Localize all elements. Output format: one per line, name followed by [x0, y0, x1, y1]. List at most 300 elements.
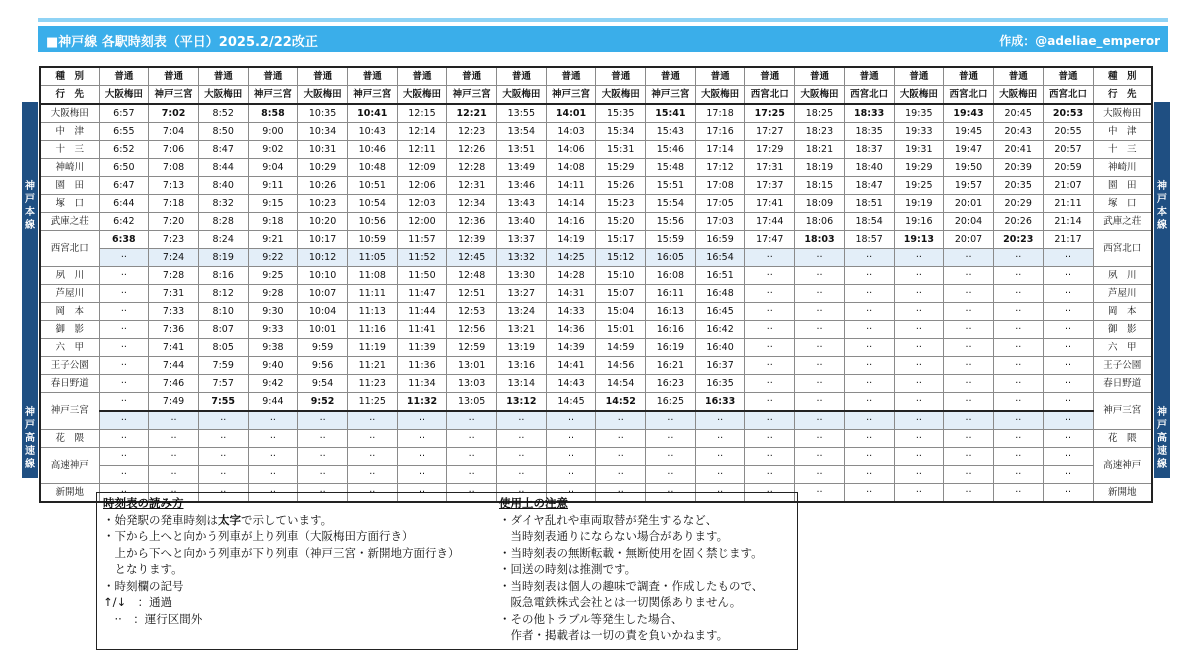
section-label-kobe-main-right: [1154, 102, 1170, 398]
time-cell: ··: [1043, 267, 1093, 285]
time-cell: 16:45: [695, 303, 745, 321]
time-cell: 16:05: [646, 249, 696, 267]
time-cell: 15:46: [646, 141, 696, 159]
time-cell: 10:07: [298, 285, 348, 303]
time-cell: ··: [99, 321, 149, 339]
train-type-cell: 普通: [198, 67, 248, 86]
time-cell: 10:29: [298, 159, 348, 177]
time-cell: ··: [745, 448, 795, 466]
destination-cell: 西宮北口: [745, 86, 795, 105]
section-label-text: 神戸高速線: [25, 407, 35, 470]
time-cell: 16:16: [646, 321, 696, 339]
time-cell: ··: [447, 448, 497, 466]
time-cell: ··: [1043, 303, 1093, 321]
time-cell: 9:52: [298, 393, 348, 412]
time-cell: 9:33: [248, 321, 298, 339]
time-cell: 18:51: [844, 195, 894, 213]
notes-reading-guide: [103, 495, 493, 627]
time-cell: ··: [993, 267, 1043, 285]
note-line: となります。: [103, 562, 183, 576]
time-cell: 9:18: [248, 213, 298, 231]
station-name: 岡 本: [1093, 303, 1152, 321]
time-cell: 10:41: [347, 104, 397, 123]
row-label: 種 別: [40, 67, 99, 86]
time-cell: 13:19: [497, 339, 547, 357]
time-cell: ··: [894, 285, 944, 303]
time-cell: 18:06: [795, 213, 845, 231]
time-cell: ··: [397, 430, 447, 448]
time-cell: ··: [198, 430, 248, 448]
time-cell: 15:29: [596, 159, 646, 177]
time-cell: ··: [646, 466, 696, 484]
time-cell: 20:07: [944, 231, 994, 249]
time-cell: 16:13: [646, 303, 696, 321]
time-cell: ··: [993, 303, 1043, 321]
time-cell: 20:39: [993, 159, 1043, 177]
time-cell: 13:14: [497, 375, 547, 393]
time-cell: 18:33: [844, 104, 894, 123]
time-cell: ··: [198, 484, 248, 503]
station-name: 大阪梅田: [40, 104, 99, 123]
time-cell: ··: [745, 484, 795, 503]
time-cell: ··: [745, 267, 795, 285]
station-row: [40, 411, 1152, 430]
time-cell: ··: [844, 285, 894, 303]
time-cell: ··: [347, 411, 397, 430]
station-row: [40, 159, 1152, 177]
time-cell: 17:25: [745, 104, 795, 123]
time-cell: 20:29: [993, 195, 1043, 213]
time-cell: 17:14: [695, 141, 745, 159]
train-type-cell: 普通: [894, 67, 944, 86]
time-cell: 15:56: [646, 213, 696, 231]
time-cell: 19:57: [944, 177, 994, 195]
station-row: [40, 357, 1152, 375]
time-cell: 10:48: [347, 159, 397, 177]
time-cell: 9:56: [298, 357, 348, 375]
time-cell: 11:32: [397, 393, 447, 412]
time-cell: ··: [497, 411, 547, 430]
time-cell: ··: [546, 466, 596, 484]
time-cell: 13:03: [447, 375, 497, 393]
time-cell: 15:01: [596, 321, 646, 339]
time-cell: 13:51: [497, 141, 547, 159]
time-cell: 11:05: [347, 249, 397, 267]
time-cell: 14:41: [546, 357, 596, 375]
time-cell: ··: [695, 448, 745, 466]
time-cell: ··: [795, 303, 845, 321]
time-cell: 19:47: [944, 141, 994, 159]
time-cell: 8:47: [198, 141, 248, 159]
time-cell: 11:23: [347, 375, 397, 393]
time-cell: 15:10: [596, 267, 646, 285]
time-cell: ··: [1043, 430, 1093, 448]
station-name: 王子公園: [40, 357, 99, 375]
time-cell: ··: [347, 430, 397, 448]
time-cell: 8:16: [198, 267, 248, 285]
time-cell: ··: [397, 411, 447, 430]
time-cell: 10:35: [298, 104, 348, 123]
time-cell: 21:11: [1043, 195, 1093, 213]
station-row: [40, 339, 1152, 357]
time-cell: ··: [298, 411, 348, 430]
time-cell: ··: [993, 339, 1043, 357]
timetable-area: [22, 66, 1170, 498]
train-type-cell: 普通: [1043, 67, 1093, 86]
time-cell: 10:01: [298, 321, 348, 339]
time-cell: ··: [993, 321, 1043, 339]
time-cell: ··: [795, 321, 845, 339]
author-credit: 作成：@adeliae_emperor: [999, 34, 1160, 48]
time-cell: 10:46: [347, 141, 397, 159]
time-cell: ··: [149, 411, 199, 430]
time-cell: 12:09: [397, 159, 447, 177]
time-cell: 9:54: [298, 375, 348, 393]
time-cell: 17:29: [745, 141, 795, 159]
time-cell: ··: [1043, 321, 1093, 339]
time-cell: 13:40: [497, 213, 547, 231]
time-cell: 15:34: [596, 123, 646, 141]
time-cell: 20:41: [993, 141, 1043, 159]
time-cell: 7:41: [149, 339, 199, 357]
time-cell: ··: [99, 411, 149, 430]
time-cell: ··: [347, 484, 397, 503]
time-cell: 9:42: [248, 375, 298, 393]
note-line: ・ダイヤ乱れや車両取替が発生するなど、: [499, 512, 718, 527]
time-cell: ··: [198, 466, 248, 484]
note-line: ・下から上へと向かう列車が上り列車（大阪梅田方面行き）: [103, 529, 414, 543]
time-cell: 18:15: [795, 177, 845, 195]
time-cell: 13:30: [497, 267, 547, 285]
time-cell: ··: [447, 466, 497, 484]
time-cell: ··: [497, 448, 547, 466]
time-cell: 19:31: [894, 141, 944, 159]
time-cell: ··: [745, 411, 795, 430]
time-cell: 7:31: [149, 285, 199, 303]
time-cell: 18:40: [844, 159, 894, 177]
station-row: [40, 303, 1152, 321]
time-cell: 21:17: [1043, 231, 1093, 249]
time-cell: ··: [646, 411, 696, 430]
train-type-cell: 普通: [497, 67, 547, 86]
time-cell: 13:16: [497, 357, 547, 375]
notes-usage-caution: [499, 495, 795, 644]
time-cell: 17:44: [745, 213, 795, 231]
time-cell: ··: [993, 430, 1043, 448]
station-name: 夙 川: [40, 267, 99, 285]
time-cell: 17:08: [695, 177, 745, 195]
time-cell: 8:50: [198, 123, 248, 141]
time-cell: ··: [944, 249, 994, 267]
time-cell: 19:33: [894, 123, 944, 141]
time-cell: ··: [1043, 357, 1093, 375]
time-cell: 8:07: [198, 321, 248, 339]
time-cell: ··: [298, 484, 348, 503]
time-cell: 9:40: [248, 357, 298, 375]
time-cell: ··: [844, 321, 894, 339]
time-cell: 15:17: [596, 231, 646, 249]
time-cell: ··: [99, 466, 149, 484]
time-cell: 8:19: [198, 249, 248, 267]
time-cell: 9:15: [248, 195, 298, 213]
destination-cell: 西宮北口: [1043, 86, 1093, 105]
time-cell: 19:19: [894, 195, 944, 213]
time-cell: 6:52: [99, 141, 149, 159]
time-cell: 10:12: [298, 249, 348, 267]
station-name: 中 津: [1093, 123, 1152, 141]
time-cell: 7:02: [149, 104, 199, 123]
note-line: ↑/↓ ：通過: [103, 595, 173, 609]
time-cell: 12:11: [397, 141, 447, 159]
station-name: 王子公園: [1093, 357, 1152, 375]
time-cell: ··: [844, 303, 894, 321]
time-cell: ··: [894, 484, 944, 503]
notes-box: [96, 492, 798, 650]
train-type-cell: 普通: [149, 67, 199, 86]
note-line: 上から下へと向かう列車が下り列車（神戸三宮・新開地方面行き）: [103, 545, 460, 560]
time-cell: ··: [993, 357, 1043, 375]
time-cell: 15:51: [646, 177, 696, 195]
time-cell: 15:04: [596, 303, 646, 321]
time-cell: ··: [894, 375, 944, 393]
time-cell: 13:12: [497, 393, 547, 412]
station-row: [40, 267, 1152, 285]
time-cell: 14:59: [596, 339, 646, 357]
station-name: 新開地: [1093, 484, 1152, 503]
time-cell: 9:44: [248, 393, 298, 412]
time-cell: 18:37: [844, 141, 894, 159]
time-cell: 18:47: [844, 177, 894, 195]
destination-cell: 大阪梅田: [596, 86, 646, 105]
time-cell: ··: [397, 484, 447, 503]
page-header: [38, 26, 1168, 52]
time-cell: ··: [795, 484, 845, 503]
time-cell: 7:59: [198, 357, 248, 375]
time-cell: 11:47: [397, 285, 447, 303]
time-cell: 15:23: [596, 195, 646, 213]
time-cell: ··: [596, 466, 646, 484]
time-cell: ··: [944, 393, 994, 412]
station-name: 花 隈: [40, 430, 99, 448]
time-cell: ··: [546, 411, 596, 430]
time-cell: 14:28: [546, 267, 596, 285]
time-cell: ··: [497, 430, 547, 448]
time-cell: 6:44: [99, 195, 149, 213]
section-label-text: 神戸高速線: [1157, 407, 1167, 470]
station-row: [40, 213, 1152, 231]
time-cell: ··: [99, 303, 149, 321]
time-cell: 21:14: [1043, 213, 1093, 231]
time-cell: 11:08: [347, 267, 397, 285]
time-cell: 12:06: [397, 177, 447, 195]
time-cell: 20:01: [944, 195, 994, 213]
destination-cell: 大阪梅田: [795, 86, 845, 105]
time-cell: 9:28: [248, 285, 298, 303]
time-cell: 12:34: [447, 195, 497, 213]
note-line: ・時刻欄の記号: [103, 578, 184, 593]
time-cell: 16:11: [646, 285, 696, 303]
time-cell: 16:35: [695, 375, 745, 393]
time-cell: 16:51: [695, 267, 745, 285]
time-cell: 10:59: [347, 231, 397, 249]
time-cell: 9:30: [248, 303, 298, 321]
time-cell: 20:23: [993, 231, 1043, 249]
section-label-kobe-rapid-right: [1154, 398, 1170, 478]
note-line: ・その他トラブル等発生した場合、: [499, 611, 683, 626]
time-cell: 8:52: [198, 104, 248, 123]
time-cell: 12:03: [397, 195, 447, 213]
time-cell: ··: [795, 466, 845, 484]
time-cell: 6:38: [99, 231, 149, 249]
station-name: 神戸三宮: [1093, 393, 1152, 430]
time-cell: ··: [993, 411, 1043, 430]
time-cell: ··: [795, 430, 845, 448]
time-cell: ··: [844, 466, 894, 484]
time-cell: 14:19: [546, 231, 596, 249]
time-cell: ··: [149, 466, 199, 484]
station-name: 春日野道: [1093, 375, 1152, 393]
time-cell: ··: [894, 411, 944, 430]
time-cell: 13:49: [497, 159, 547, 177]
time-cell: ··: [695, 411, 745, 430]
time-cell: 14:52: [596, 393, 646, 412]
time-cell: ··: [944, 448, 994, 466]
time-cell: 12:51: [447, 285, 497, 303]
time-cell: 19:43: [944, 104, 994, 123]
time-cell: ··: [99, 484, 149, 503]
train-type-cell: 普通: [248, 67, 298, 86]
time-cell: ··: [745, 285, 795, 303]
time-cell: ··: [248, 448, 298, 466]
time-cell: 10:17: [298, 231, 348, 249]
destination-cell: 神戸三宮: [546, 86, 596, 105]
station-name: 芦屋川: [1093, 285, 1152, 303]
time-cell: ··: [844, 430, 894, 448]
time-cell: ··: [596, 448, 646, 466]
time-cell: 21:07: [1043, 177, 1093, 195]
time-cell: ··: [447, 430, 497, 448]
time-cell: ··: [1043, 285, 1093, 303]
time-cell: 9:11: [248, 177, 298, 195]
time-cell: 14:45: [546, 393, 596, 412]
section-label-text: 神戸本線: [25, 181, 35, 231]
time-cell: 17:16: [695, 123, 745, 141]
destination-cell: 大阪梅田: [99, 86, 149, 105]
time-cell: ··: [397, 448, 447, 466]
row-label: 種 別: [1093, 67, 1152, 86]
time-cell: ··: [944, 484, 994, 503]
station-name: 六 甲: [40, 339, 99, 357]
train-type-cell: 普通: [546, 67, 596, 86]
station-row: [40, 466, 1152, 484]
time-cell: 8:05: [198, 339, 248, 357]
time-cell: ··: [944, 357, 994, 375]
time-cell: 13:27: [497, 285, 547, 303]
time-cell: 15:31: [596, 141, 646, 159]
time-cell: 8:32: [198, 195, 248, 213]
station-name: 十 三: [1093, 141, 1152, 159]
time-cell: 17:27: [745, 123, 795, 141]
time-cell: 15:26: [596, 177, 646, 195]
time-cell: 10:34: [298, 123, 348, 141]
time-cell: ··: [844, 339, 894, 357]
time-cell: 7:55: [198, 393, 248, 412]
time-cell: ··: [298, 430, 348, 448]
row-label: 行 先: [1093, 86, 1152, 105]
train-type-cell: 普通: [944, 67, 994, 86]
time-cell: ··: [993, 484, 1043, 503]
time-cell: 16:21: [646, 357, 696, 375]
time-cell: 12:26: [447, 141, 497, 159]
station-name: 園 田: [1093, 177, 1152, 195]
header-row: [40, 67, 1152, 86]
time-cell: 15:43: [646, 123, 696, 141]
time-cell: ··: [99, 249, 149, 267]
station-name: 神崎川: [1093, 159, 1152, 177]
time-cell: 7:13: [149, 177, 199, 195]
train-type-cell: 普通: [596, 67, 646, 86]
time-cell: 14:54: [596, 375, 646, 393]
time-cell: 11:16: [347, 321, 397, 339]
time-cell: ··: [745, 393, 795, 412]
time-cell: 15:54: [646, 195, 696, 213]
station-row: [40, 375, 1152, 393]
time-cell: 18:54: [844, 213, 894, 231]
train-type-cell: 普通: [795, 67, 845, 86]
time-cell: ··: [1043, 484, 1093, 503]
time-cell: ··: [646, 430, 696, 448]
time-cell: ··: [993, 448, 1043, 466]
page-title: ■神戸線 各駅時刻表（平日）2025.2/22改正: [46, 35, 318, 50]
time-cell: 7:24: [149, 249, 199, 267]
time-cell: 15:20: [596, 213, 646, 231]
time-cell: ··: [447, 411, 497, 430]
time-cell: 12:15: [397, 104, 447, 123]
time-cell: 15:41: [646, 104, 696, 123]
time-cell: 7:18: [149, 195, 199, 213]
time-cell: ··: [993, 393, 1043, 412]
time-cell: 7:33: [149, 303, 199, 321]
time-cell: ··: [248, 484, 298, 503]
time-cell: ··: [844, 375, 894, 393]
destination-cell: 大阪梅田: [198, 86, 248, 105]
time-cell: 13:37: [497, 231, 547, 249]
time-cell: ··: [993, 466, 1043, 484]
time-cell: ··: [795, 267, 845, 285]
station-name: 武庫之荘: [1093, 213, 1152, 231]
time-cell: 16:59: [695, 231, 745, 249]
time-cell: ··: [894, 267, 944, 285]
time-cell: ··: [844, 393, 894, 412]
time-cell: ··: [745, 321, 795, 339]
time-cell: ··: [894, 430, 944, 448]
time-cell: ··: [745, 430, 795, 448]
time-cell: 18:25: [795, 104, 845, 123]
time-cell: 14:43: [546, 375, 596, 393]
station-name: 塚 口: [1093, 195, 1152, 213]
time-cell: 18:19: [795, 159, 845, 177]
time-cell: ··: [844, 448, 894, 466]
time-cell: ··: [844, 357, 894, 375]
time-cell: 10:26: [298, 177, 348, 195]
time-cell: ··: [745, 339, 795, 357]
time-cell: 6:47: [99, 177, 149, 195]
time-cell: 15:07: [596, 285, 646, 303]
time-cell: 18:35: [844, 123, 894, 141]
time-cell: 18:57: [844, 231, 894, 249]
time-cell: 6:42: [99, 213, 149, 231]
header-row: [40, 86, 1152, 105]
